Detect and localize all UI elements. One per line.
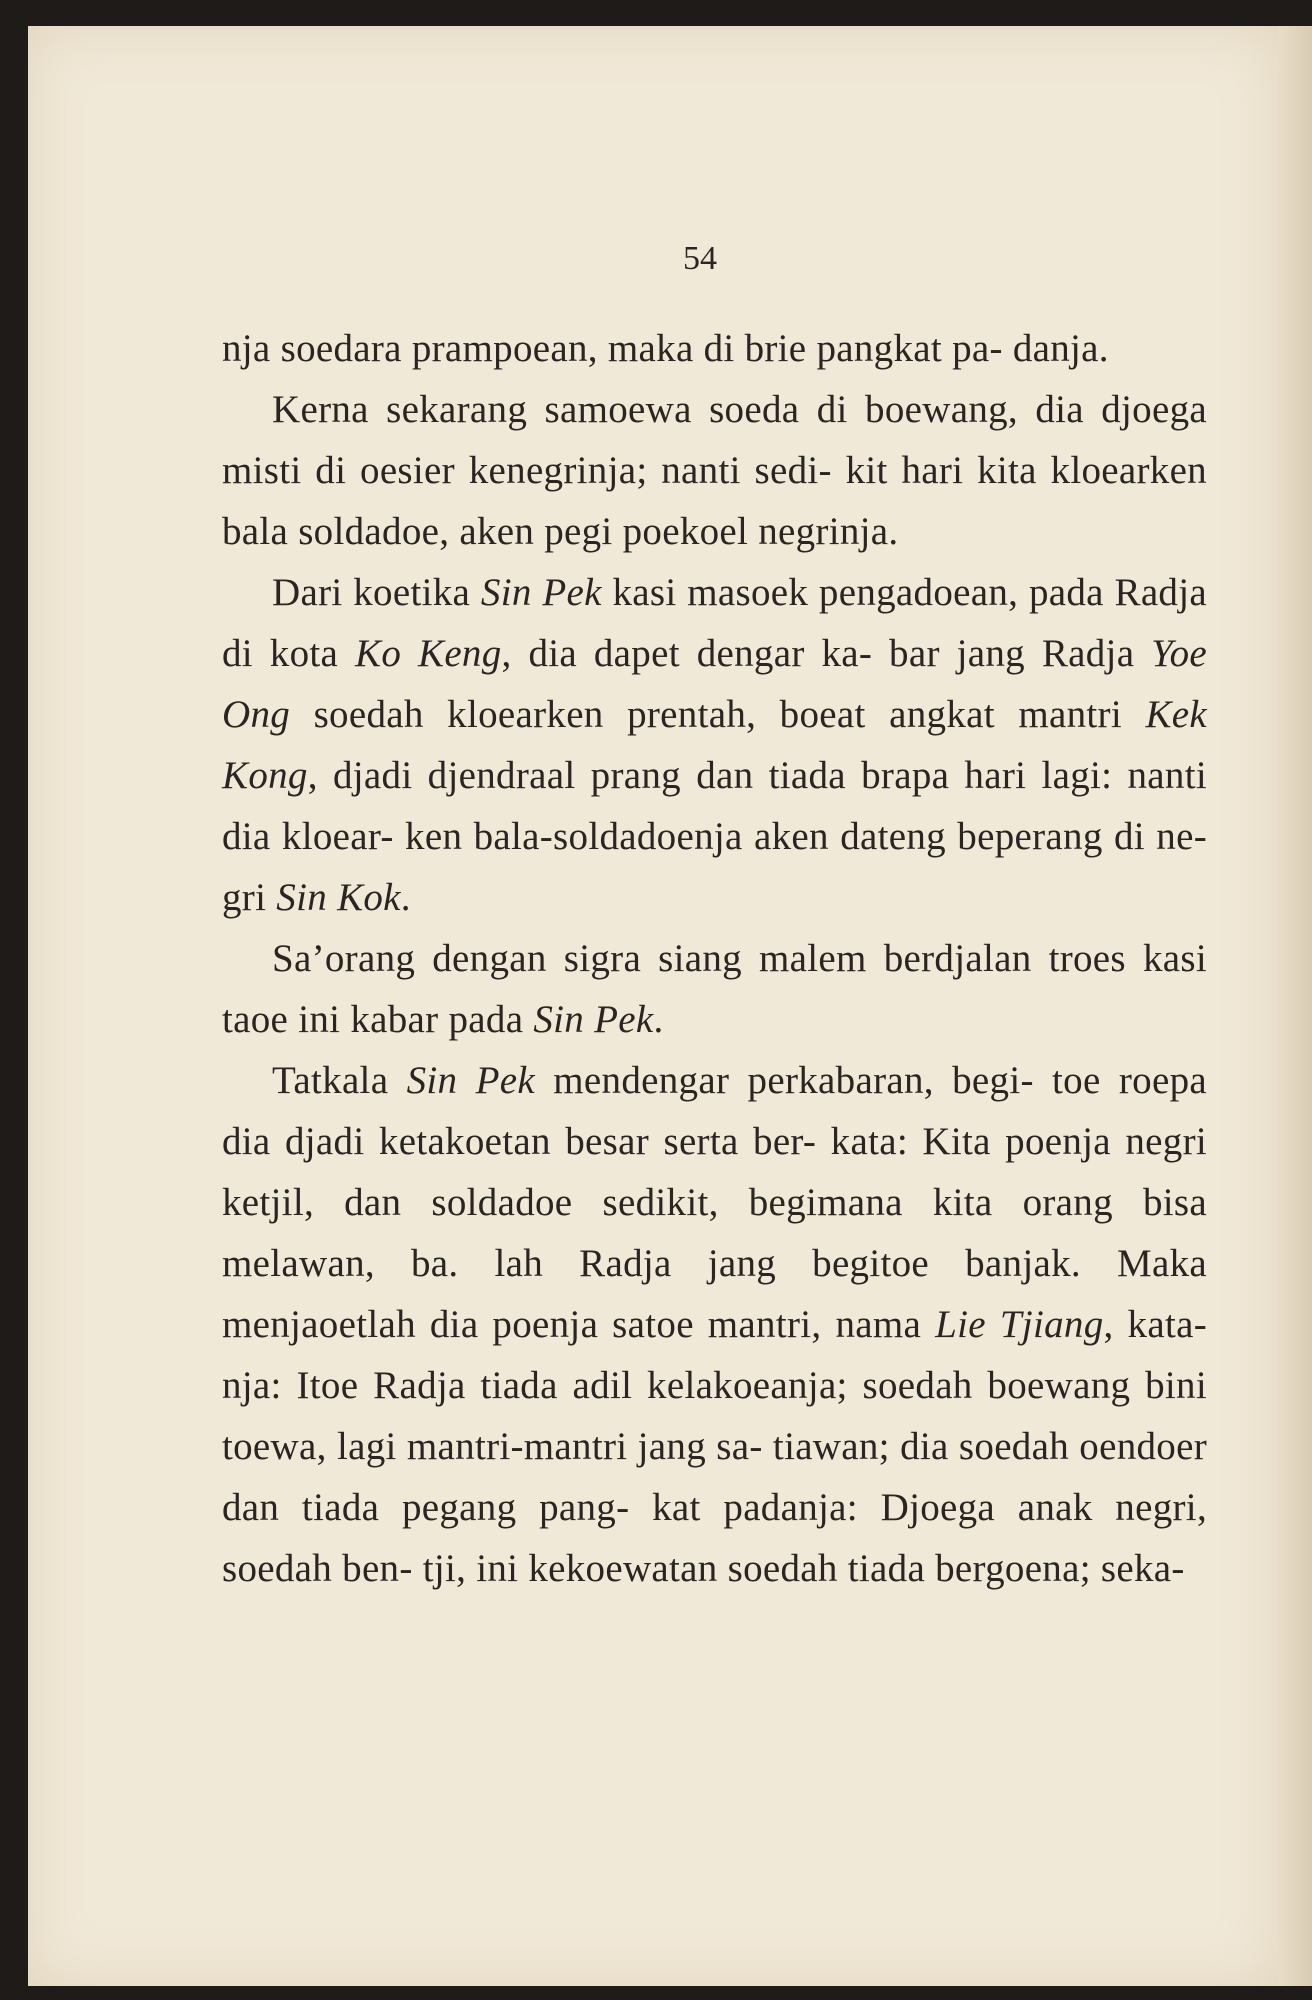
page-edge bbox=[1278, 26, 1312, 1986]
paragraph bbox=[222, 379, 1207, 562]
text-run: kasi masoek pengadoean, pada Radja di kota bbox=[222, 571, 1207, 675]
proper-name: Yoe Ong bbox=[222, 632, 1207, 736]
proper-name: Ko Keng bbox=[355, 632, 502, 675]
text-run: soedah kloearken prentah, boeat angkat mantri bbox=[290, 693, 1146, 736]
paragraph bbox=[222, 928, 1207, 1050]
proper-name: Sin Pek bbox=[533, 998, 654, 1041]
proper-name: Sin Pek bbox=[480, 571, 602, 614]
proper-name: Sin Pek bbox=[406, 1059, 535, 1102]
text-run: nja soedara prampoean, maka di brie pangkat pa- danja. bbox=[222, 327, 1109, 370]
text-run: , kata- nja: Itoe Radja tiada adil kelakoeanja; soedah boewang bini toewa, lagi mantri-mantri jang sa- tiawan; dia soedah oendoer dan tiada pegang pang- kat padanja: Djoega anak negri, soedah ben- tji, ini kekoewatan soedah tiada bergoena; seka- bbox=[222, 1303, 1208, 1590]
text-run: Tatkala bbox=[272, 1059, 407, 1102]
text-run: Sa’orang dengan sigra siang malem berdjalan troes kasi taoe ini kabar pada bbox=[222, 937, 1207, 1041]
text-run: mendengar perkabaran, begi- toe roepa dia djadi ketakoetan besar serta ber- kata: Kita poenja negri ketjil, dan soldadoe sedikit, begimana kita orang bisa melawan, ba. lah Radja jang begitoe banjak. Maka menjaoetlah dia poenja satoe mantri, nama bbox=[222, 1059, 1207, 1346]
text-run: . bbox=[653, 998, 664, 1041]
proper-name: Lie Tjiang bbox=[935, 1303, 1104, 1346]
text-run: , djadi djendraal prang dan tiada brapa hari lagi: nanti dia kloear- ken bala-soldadoenja aken dateng beperang di ne- gri bbox=[222, 754, 1207, 919]
text-run: . bbox=[400, 876, 411, 919]
paragraph bbox=[222, 1050, 1207, 1599]
proper-name: Sin Kok bbox=[276, 876, 401, 919]
page-body-text bbox=[222, 318, 1207, 1599]
paragraph bbox=[222, 562, 1207, 928]
page-number: 54 bbox=[683, 240, 717, 277]
text-run: Dari koetika bbox=[272, 571, 481, 614]
proper-name: Kek Kong bbox=[222, 693, 1207, 797]
text-run: , dia dapet dengar ka- bar jang Radja bbox=[501, 632, 1152, 675]
text-run: Kerna sekarang samoewa soeda di boewang, dia djoega misti di oesier kenegrinja; nanti sedi- kit hari kita kloearken bala soldadoe, aken pegi poekoel negrinja. bbox=[222, 388, 1207, 553]
paragraph bbox=[222, 318, 1207, 379]
